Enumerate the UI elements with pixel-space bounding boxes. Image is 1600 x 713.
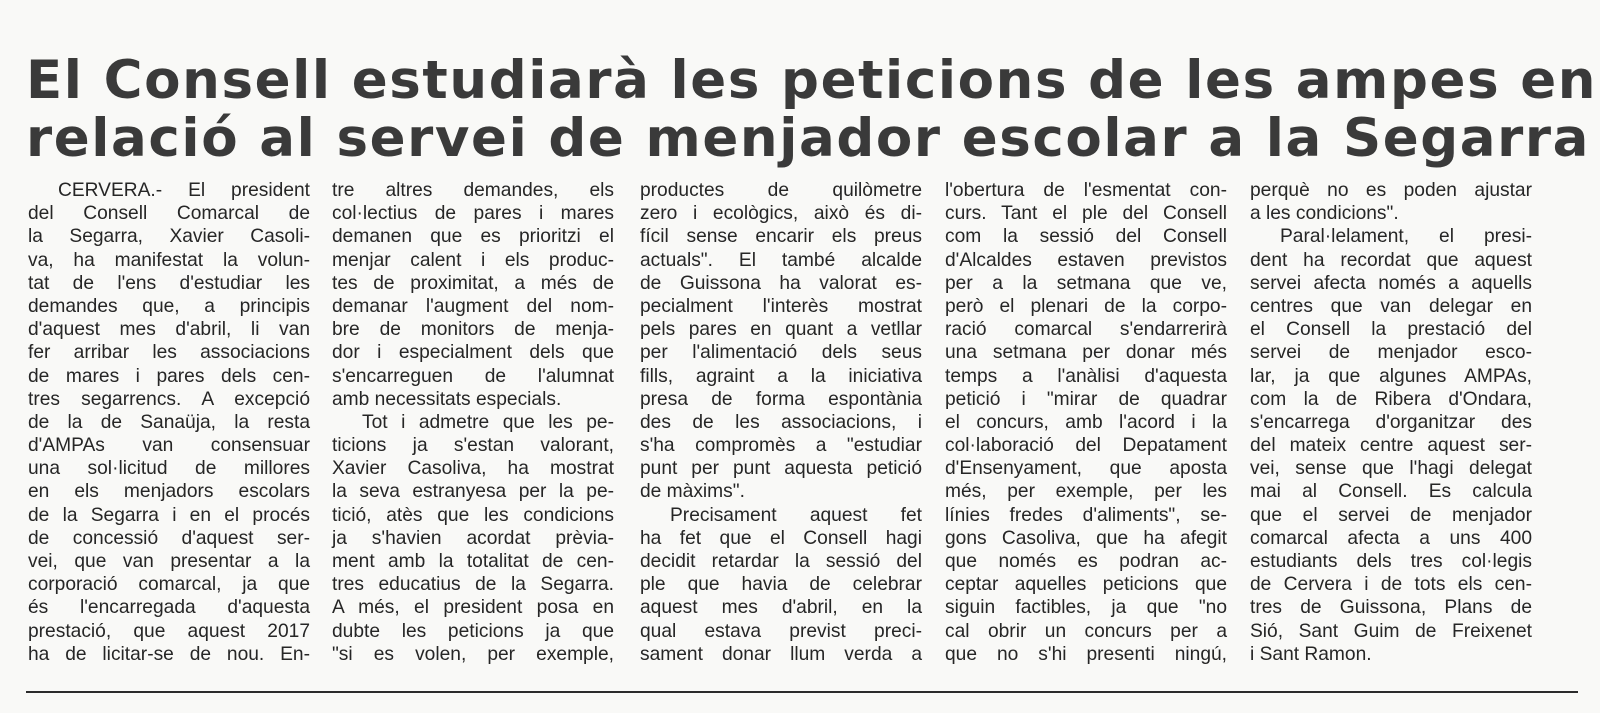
text-line: tes de proximitat, a més de [332, 272, 614, 294]
text-line: demandes que, a principis [28, 295, 310, 317]
text-line: que el servei de menjador [1250, 504, 1532, 526]
text-line: A més, el president posa en [332, 597, 614, 619]
text-line: per a la setmana que ve, [945, 272, 1227, 294]
text-line: Sió, Sant Guim de Freixenet [1250, 620, 1532, 642]
text-line: però el plenari de la corpo- [945, 295, 1227, 317]
text-line: de la de Sanaüja, la resta [28, 411, 310, 433]
text-line: Xavier Casoliva, ha mostrat [332, 458, 614, 480]
text-line: mai al Consell. Es calcula [1250, 481, 1532, 503]
text-line: de concessió d'aquest ser- [28, 527, 310, 549]
text-line: tres educatius de la Segarra. [332, 574, 614, 596]
text-line: Tot i admetre que les pe- [362, 411, 614, 433]
text-line: el concurs, amb l'acord i la [945, 411, 1227, 433]
text-line: tres segarrencs. A excepció [28, 388, 310, 410]
text-line: ha de licitar-se de nou. En- [28, 643, 310, 665]
text-line: pels pares en quant a vetllar [640, 319, 922, 341]
text-line: demanar l'augment del nom- [332, 295, 614, 317]
text-line: com la sessió del Consell [945, 226, 1227, 248]
text-line: ja s'havien acordat prèvia- [332, 527, 614, 549]
text-line: productes de quilòmetre [640, 180, 922, 201]
text-line: dent ha recordat que aquest [1250, 249, 1532, 271]
text-line: col·lectius de pares i mares [332, 203, 614, 225]
text-line: estudiants dels tres col·legis [1250, 551, 1532, 572]
text-line: l'obertura de l'esmentat con- [945, 180, 1227, 201]
text-line: aquest mes d'abril, en la [640, 597, 922, 619]
text-line: curs. Tant el ple del Consell [945, 203, 1227, 225]
text-line: lar, ja que algunes AMPAs, [1250, 365, 1532, 387]
text-line: una sol·licitud de millores [28, 458, 310, 480]
text-line: d'Alcaldes estaven previstos [945, 249, 1227, 271]
text-line: comarcal afecta a uns 400 [1250, 527, 1532, 549]
text-line: tat de l'ens d'estudiar les [28, 272, 310, 294]
text-line: demanen que es prioritzi el [332, 226, 614, 248]
text-line: de màxims". [640, 481, 745, 503]
article-column-3 [640, 179, 922, 666]
text-line: zero i ecològics, això és di- [640, 203, 922, 225]
text-line: CERVERA.- El president [58, 180, 310, 201]
article-column-2 [332, 179, 614, 666]
text-line: tres de Guissona, Plans de [1250, 597, 1532, 619]
text-line: Paral·lelament, el presi- [1280, 226, 1532, 248]
text-line: i Sant Ramon. [1250, 643, 1372, 665]
text-line: de la Segarra i en el procés [28, 504, 310, 526]
text-line: tició, atès que les condicions [332, 504, 614, 526]
bottom-rule [26, 691, 1578, 693]
text-line: fills, agraint a la iniciativa [640, 365, 922, 387]
text-line: dor i especialment dels que [332, 342, 614, 364]
text-line: col·laboració del Depatament [945, 435, 1227, 457]
text-line: la seva estranyesa per la pe- [332, 481, 614, 503]
text-line: servei de menjador esco- [1250, 342, 1532, 364]
text-line: gons Casoliva, que ha afegit [945, 527, 1227, 549]
text-line: la Segarra, Xavier Casoli- [28, 226, 310, 248]
text-line: una setmana per donar més [945, 342, 1227, 364]
text-line: en els menjadors escolars [28, 481, 310, 503]
text-line: ració comarcal s'endarrerirà [945, 319, 1227, 341]
text-line: amb necessitats especials. [332, 388, 562, 410]
text-line: bre de monitors de menja- [332, 319, 614, 341]
text-line: el Consell la prestació del [1250, 319, 1532, 341]
text-line: d'aquest mes d'abril, li van [28, 319, 310, 341]
text-line: ha fet que el Consell hagi [640, 527, 922, 549]
text-line: actuals". El també alcalde [640, 249, 922, 271]
text-line: cal obrir un concurs per a [945, 620, 1227, 642]
article-column-5 [1250, 179, 1532, 666]
text-line: centres que van delegar en [1250, 295, 1532, 317]
text-line: sament donar llum verda a [640, 643, 922, 665]
text-line: és l'encarregada d'aquesta [28, 597, 310, 619]
text-line: vei, que van presentar a la [28, 551, 310, 572]
text-line: decidit retardar la sessió del [640, 551, 922, 572]
text-line: dubte les peticions ja que [332, 620, 614, 642]
text-line: tre altres demandes, els [332, 180, 614, 201]
text-line: que només es podran ac- [945, 551, 1227, 572]
text-line: ticions ja s'estan valorant, [332, 435, 614, 457]
headline-line-2: relació al servei de menjador escolar a la Segarra [26, 108, 1590, 169]
text-line: servei afecta només a aquells [1250, 272, 1532, 294]
text-line: que no s'hi presenti ningú, [945, 643, 1227, 665]
text-line: va, ha manifestat la volun- [28, 249, 310, 271]
text-line: com la de Ribera d'Ondara, [1250, 388, 1532, 410]
article-column-4 [945, 179, 1227, 666]
text-line: prestació, que aquest 2017 [28, 620, 310, 642]
text-line: punt per punt aquesta petició [640, 458, 922, 480]
text-line: siguin factibles, ja que "no [945, 597, 1227, 619]
text-line: Precisament aquest fet [670, 504, 922, 526]
text-line: ple que havia de celebrar [640, 574, 922, 596]
text-line: perquè no es poden ajustar [1250, 180, 1532, 201]
article-headline [26, 50, 1598, 169]
text-line: de Guissona ha valorat es- [640, 272, 922, 294]
text-line: fícil sense encarir els preus [640, 226, 922, 248]
text-line: línies fredes d'aliments", se- [945, 504, 1227, 526]
text-line: petició i "mirar de quadrar [945, 388, 1227, 410]
text-line: de Cervera i de tots els cen- [1250, 574, 1532, 596]
text-line: corporació comarcal, ja que [28, 574, 310, 596]
text-line: del Consell Comarcal de [28, 203, 310, 225]
text-line: des de les associacions, i [640, 411, 922, 433]
text-line: ment amb la totalitat de cen- [332, 551, 614, 572]
text-line: s'encarrega d'organitzar des [1250, 411, 1532, 433]
article-column-1 [28, 179, 310, 666]
text-line: qual estava previst preci- [640, 620, 922, 642]
text-line: s'ha compromès a "estudiar [640, 435, 922, 457]
text-line: fer arribar les associacions [28, 342, 310, 364]
text-line: ceptar aquelles peticions que [945, 574, 1227, 596]
text-line: "si es volen, per exemple, [332, 643, 614, 665]
text-line: d'Ensenyament, que aposta [945, 458, 1227, 480]
article-body [28, 179, 1576, 679]
text-line: per l'alimentació dels seus [640, 342, 922, 364]
text-line: del mateix centre aquest ser- [1250, 435, 1532, 457]
text-line: s'encarreguen de l'alumnat [332, 365, 614, 387]
text-line: de mares i pares dels cen- [28, 365, 310, 387]
text-line: a les condicions". [1250, 203, 1399, 225]
text-line: vei, sense que l'hagi delegat [1250, 458, 1532, 480]
text-line: pecialment l'interès mostrat [640, 295, 922, 317]
text-line: temps a l'anàlisi d'aquesta [945, 365, 1227, 387]
text-line: menjar calent i els produc- [332, 249, 614, 271]
text-line: més, per exemple, per les [945, 481, 1227, 503]
headline-line-1: El Consell estudiarà les peticions de les ampes en [26, 50, 1598, 111]
text-line: d'AMPAs van consensuar [28, 435, 310, 457]
text-line: presa de forma espontània [640, 388, 922, 410]
